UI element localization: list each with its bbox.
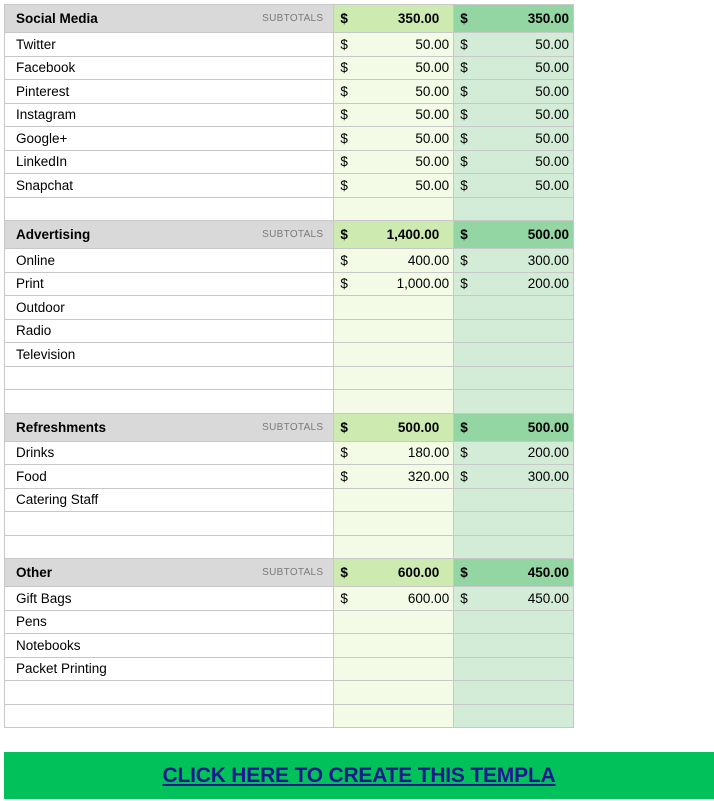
- amount-a-cell[interactable]: [334, 442, 454, 465]
- amount-a-cell[interactable]: [334, 57, 454, 80]
- item-label: Radio: [16, 323, 52, 339]
- subtotal-b-value: 500.00: [527, 419, 569, 435]
- item-label-cell[interactable]: [5, 343, 334, 366]
- currency-symbol: $: [340, 252, 348, 268]
- subtotal-a-cell[interactable]: [334, 5, 454, 32]
- item-label: Twitter: [16, 36, 56, 52]
- amount-b-value: 300.00: [527, 468, 569, 484]
- item-label-cell[interactable]: [5, 489, 334, 512]
- item-label-cell[interactable]: [5, 273, 334, 296]
- amount-a-cell[interactable]: [334, 80, 454, 103]
- currency-symbol: $: [460, 419, 468, 435]
- subtotals-label: SUBTOTALS: [262, 13, 324, 24]
- table-row: [4, 198, 574, 222]
- amount-b-cell[interactable]: [454, 611, 574, 634]
- currency-symbol: $: [460, 83, 468, 99]
- currency-symbol: $: [460, 252, 468, 268]
- item-label: Pens: [16, 614, 47, 630]
- table-row: [4, 634, 574, 658]
- currency-symbol: $: [460, 590, 468, 606]
- item-label: Google+: [16, 130, 68, 146]
- item-label-cell[interactable]: [5, 151, 334, 174]
- amount-b-cell[interactable]: [454, 249, 574, 272]
- amount-b-cell[interactable]: [454, 681, 574, 704]
- amount-b-cell[interactable]: [454, 465, 574, 488]
- section-label-cell[interactable]: [5, 5, 334, 32]
- cta-banner: [4, 752, 714, 799]
- section-header: [4, 414, 574, 442]
- item-label: Pinterest: [16, 83, 70, 99]
- create-template-link[interactable]: CLICK HERE TO CREATE THIS TEMPLA: [162, 763, 556, 787]
- amount-a-cell[interactable]: [334, 587, 454, 610]
- amount-a-cell[interactable]: [334, 611, 454, 634]
- currency-symbol: $: [340, 83, 348, 99]
- item-label-cell[interactable]: [5, 634, 334, 657]
- amount-b-cell[interactable]: [454, 634, 574, 657]
- currency-symbol: $: [460, 276, 468, 292]
- section-title: Other: [16, 565, 53, 580]
- table-row: [4, 320, 574, 344]
- amount-a-value: 50.00: [415, 36, 450, 52]
- item-label-cell[interactable]: [5, 611, 334, 634]
- currency-symbol: $: [460, 36, 468, 52]
- item-label: Drinks: [16, 445, 55, 461]
- subtotal-a-cell[interactable]: [334, 414, 454, 441]
- table-row: [4, 296, 574, 320]
- section-title: Social Media: [16, 11, 98, 26]
- amount-b-cell[interactable]: [454, 587, 574, 610]
- amount-b-cell[interactable]: [454, 33, 574, 56]
- table-row: [4, 367, 574, 391]
- section-title: Refreshments: [16, 419, 107, 435]
- currency-symbol: $: [340, 11, 348, 26]
- item-label: Snapchat: [16, 177, 74, 193]
- amount-a-cell[interactable]: [334, 658, 454, 681]
- item-label: Online: [16, 252, 56, 268]
- amount-b-cell[interactable]: [454, 296, 574, 319]
- subtotal-b-value: 350.00: [527, 11, 569, 26]
- item-label: Instagram: [16, 107, 77, 123]
- subtotals-label: SUBTOTALS: [262, 421, 324, 433]
- table-row: [4, 489, 574, 513]
- amount-a-cell[interactable]: [334, 127, 454, 150]
- amount-a-value: 320.00: [407, 468, 450, 484]
- item-label: LinkedIn: [16, 154, 68, 170]
- amount-a-cell[interactable]: [334, 465, 454, 488]
- table-row: [4, 658, 574, 682]
- currency-symbol: $: [340, 565, 348, 580]
- section-title: Advertising: [16, 227, 91, 242]
- table-row: [4, 681, 574, 705]
- amount-b-value: 200.00: [527, 445, 569, 461]
- table-row: [4, 273, 574, 297]
- amount-b-value: 50.00: [535, 83, 569, 99]
- item-label-cell[interactable]: [5, 249, 334, 272]
- item-label-cell[interactable]: [5, 57, 334, 80]
- section-label-cell[interactable]: [5, 559, 334, 586]
- amount-b-cell[interactable]: [454, 390, 574, 413]
- subtotal-a-cell[interactable]: [334, 221, 454, 248]
- amount-a-cell[interactable]: [334, 489, 454, 512]
- subtotal-b-value: 500.00: [527, 227, 569, 242]
- item-label: Catering Staff: [16, 492, 99, 508]
- amount-a-cell[interactable]: [334, 249, 454, 272]
- amount-a-cell[interactable]: [334, 367, 454, 390]
- table-row: [4, 390, 574, 414]
- subtotals-label: SUBTOTALS: [262, 229, 324, 240]
- amount-b-cell[interactable]: [454, 442, 574, 465]
- amount-b-cell[interactable]: [454, 367, 574, 390]
- item-label-cell[interactable]: [5, 465, 334, 488]
- amount-b-value: 50.00: [535, 60, 569, 76]
- subtotal-a-value: 600.00: [397, 565, 440, 580]
- subtotal-a-value: 350.00: [397, 11, 440, 26]
- amount-a-value: 50.00: [415, 177, 450, 193]
- item-label-cell[interactable]: [5, 33, 334, 56]
- table-row: [4, 33, 574, 57]
- item-label-cell[interactable]: [5, 512, 334, 535]
- amount-a-value: 1,000.00: [396, 276, 450, 292]
- amount-a-value: 50.00: [415, 130, 450, 146]
- item-label-cell[interactable]: [5, 367, 334, 390]
- amount-a-value: 600.00: [407, 590, 450, 606]
- table-row: [4, 536, 574, 560]
- subtotals-label: SUBTOTALS: [262, 567, 324, 578]
- amount-b-value: 50.00: [535, 154, 569, 170]
- currency-symbol: $: [460, 445, 468, 461]
- currency-symbol: $: [460, 107, 468, 123]
- item-label: Television: [16, 346, 76, 362]
- section-header: [4, 221, 574, 249]
- table-row: [4, 151, 574, 175]
- currency-symbol: $: [460, 227, 468, 242]
- amount-b-cell[interactable]: [454, 273, 574, 296]
- table-row: [4, 587, 574, 611]
- amount-b-cell[interactable]: [454, 320, 574, 343]
- section-label-cell[interactable]: [5, 221, 334, 248]
- amount-b-cell[interactable]: [454, 489, 574, 512]
- amount-b-cell[interactable]: [454, 658, 574, 681]
- item-label-cell[interactable]: [5, 198, 334, 221]
- amount-a-cell[interactable]: [334, 273, 454, 296]
- amount-a-cell[interactable]: [334, 33, 454, 56]
- item-label-cell[interactable]: [5, 296, 334, 319]
- amount-b-value: 50.00: [535, 177, 569, 193]
- amount-a-cell[interactable]: [334, 198, 454, 221]
- currency-symbol: $: [340, 276, 348, 292]
- item-label-cell[interactable]: [5, 320, 334, 343]
- amount-a-cell[interactable]: [334, 536, 454, 559]
- table-row: [4, 611, 574, 635]
- amount-a-value: 50.00: [415, 107, 450, 123]
- amount-a-cell[interactable]: [334, 296, 454, 319]
- subtotal-a-cell[interactable]: [334, 559, 454, 586]
- currency-symbol: $: [340, 60, 348, 76]
- subtotal-b-cell[interactable]: [454, 559, 574, 586]
- amount-b-value: 50.00: [535, 36, 569, 52]
- subtotal-b-cell[interactable]: [454, 221, 574, 248]
- amount-b-cell[interactable]: [454, 57, 574, 80]
- table-row: [4, 705, 574, 729]
- subtotal-b-value: 450.00: [527, 565, 569, 580]
- item-label: Packet Printing: [16, 661, 107, 677]
- item-label-cell[interactable]: [5, 442, 334, 465]
- amount-a-cell[interactable]: [334, 343, 454, 366]
- currency-symbol: $: [340, 419, 348, 435]
- amount-b-cell[interactable]: [454, 127, 574, 150]
- amount-a-value: 400.00: [407, 252, 450, 268]
- section-header: [4, 5, 574, 33]
- item-label-cell[interactable]: [5, 587, 334, 610]
- budget-sheet: [4, 4, 574, 728]
- currency-symbol: $: [340, 177, 348, 193]
- currency-symbol: $: [460, 177, 468, 193]
- section-header: [4, 559, 574, 587]
- table-row: [4, 343, 574, 367]
- amount-a-value: 50.00: [415, 60, 450, 76]
- item-label-cell[interactable]: [5, 536, 334, 559]
- amount-a-cell[interactable]: [334, 512, 454, 535]
- amount-b-cell[interactable]: [454, 104, 574, 127]
- item-label: Food: [16, 468, 47, 484]
- currency-symbol: $: [340, 468, 348, 484]
- currency-symbol: $: [460, 11, 468, 26]
- item-label: Print: [16, 276, 44, 292]
- subtotal-b-cell[interactable]: [454, 414, 574, 441]
- table-row: [4, 80, 574, 104]
- amount-a-cell[interactable]: [334, 390, 454, 413]
- amount-a-value: 50.00: [415, 83, 450, 99]
- amount-a-value: 180.00: [407, 445, 450, 461]
- currency-symbol: $: [460, 154, 468, 170]
- subtotal-a-value: 1,400.00: [386, 227, 440, 242]
- amount-a-value: 50.00: [415, 154, 450, 170]
- table-row: [4, 442, 574, 466]
- table-row: [4, 249, 574, 273]
- amount-b-value: 450.00: [527, 590, 569, 606]
- amount-a-cell[interactable]: [334, 174, 454, 197]
- amount-b-cell[interactable]: [454, 80, 574, 103]
- currency-symbol: $: [340, 107, 348, 123]
- amount-a-cell[interactable]: [334, 705, 454, 728]
- item-label: Notebooks: [16, 637, 81, 653]
- currency-symbol: $: [340, 154, 348, 170]
- amount-b-cell[interactable]: [454, 343, 574, 366]
- subtotal-b-cell[interactable]: [454, 5, 574, 32]
- amount-b-cell[interactable]: [454, 536, 574, 559]
- item-label-cell[interactable]: [5, 681, 334, 704]
- currency-symbol: $: [460, 130, 468, 146]
- item-label-cell[interactable]: [5, 390, 334, 413]
- item-label-cell[interactable]: [5, 127, 334, 150]
- currency-symbol: $: [340, 445, 348, 461]
- table-row: [4, 174, 574, 198]
- amount-b-cell[interactable]: [454, 174, 574, 197]
- amount-b-value: 200.00: [527, 276, 569, 292]
- table-row: [4, 127, 574, 151]
- item-label-cell[interactable]: [5, 174, 334, 197]
- currency-symbol: $: [340, 227, 348, 242]
- table-row: [4, 512, 574, 536]
- subtotal-a-value: 500.00: [397, 419, 440, 435]
- amount-a-cell[interactable]: [334, 320, 454, 343]
- amount-a-cell[interactable]: [334, 151, 454, 174]
- amount-b-cell[interactable]: [454, 198, 574, 221]
- item-label: Facebook: [16, 60, 76, 76]
- currency-symbol: $: [460, 468, 468, 484]
- table-row: [4, 104, 574, 128]
- item-label-cell[interactable]: [5, 104, 334, 127]
- amount-a-cell[interactable]: [334, 104, 454, 127]
- item-label-cell[interactable]: [5, 705, 334, 728]
- currency-symbol: $: [340, 36, 348, 52]
- amount-b-value: 300.00: [527, 252, 569, 268]
- item-label-cell[interactable]: [5, 658, 334, 681]
- table-row: [4, 465, 574, 489]
- amount-b-value: 50.00: [535, 130, 569, 146]
- amount-b-cell[interactable]: [454, 512, 574, 535]
- section-label-cell[interactable]: [5, 414, 334, 441]
- currency-symbol: $: [340, 130, 348, 146]
- item-label: Outdoor: [16, 299, 65, 315]
- item-label: Gift Bags: [16, 590, 72, 606]
- amount-a-cell[interactable]: [334, 681, 454, 704]
- currency-symbol: $: [460, 60, 468, 76]
- currency-symbol: $: [340, 590, 348, 606]
- amount-b-cell[interactable]: [454, 705, 574, 728]
- table-row: [4, 57, 574, 81]
- amount-a-cell[interactable]: [334, 634, 454, 657]
- currency-symbol: $: [460, 565, 468, 580]
- item-label-cell[interactable]: [5, 80, 334, 103]
- amount-b-cell[interactable]: [454, 151, 574, 174]
- amount-b-value: 50.00: [535, 107, 569, 123]
